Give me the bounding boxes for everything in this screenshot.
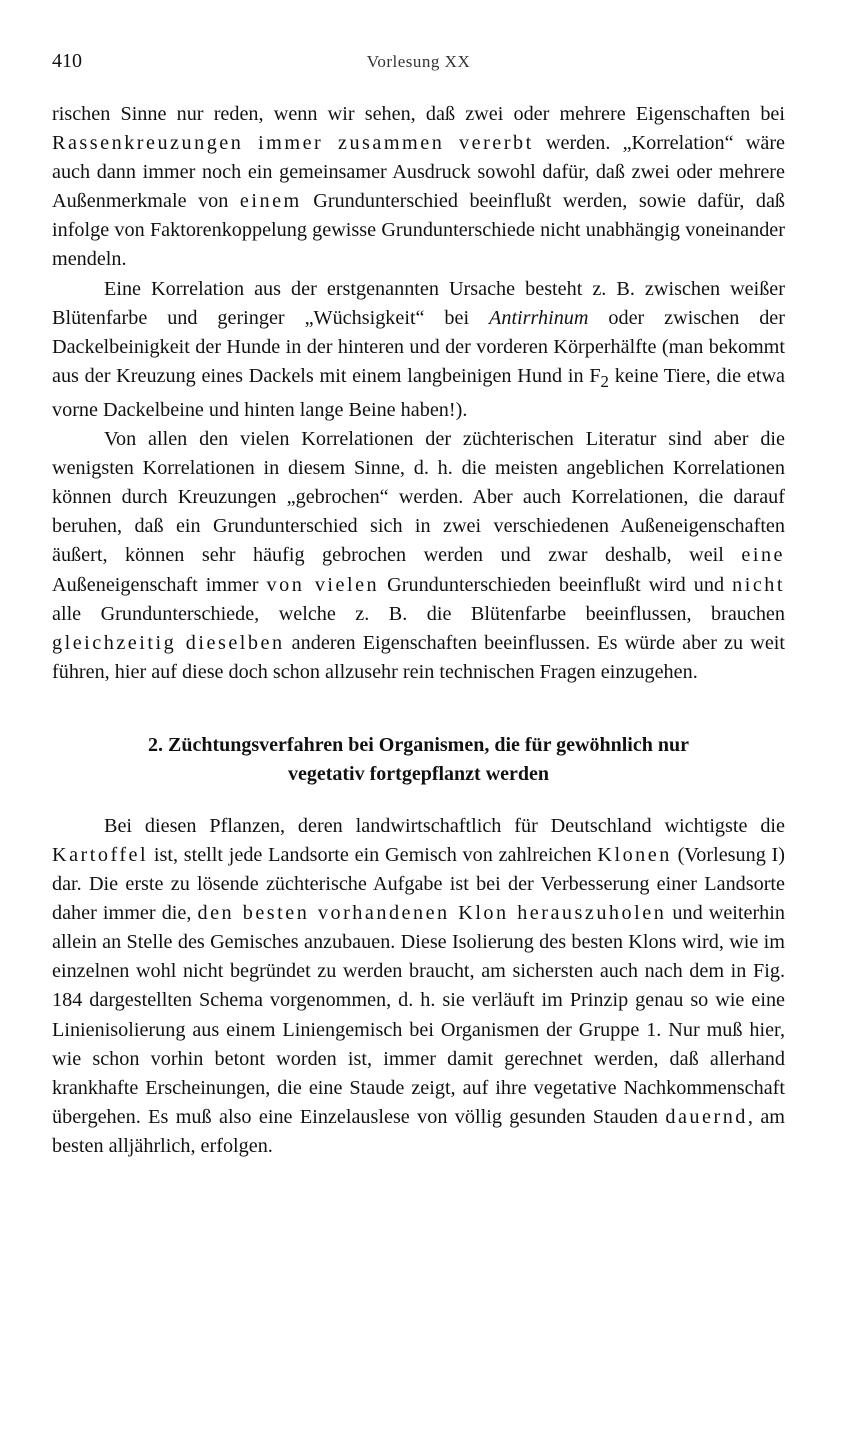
running-head: Vorlesung XX [366,52,471,71]
page-number: 410 [52,50,82,72]
emphasis-text: gleichzeitig dieselben [52,631,285,654]
emphasis-text: Rassenkreuzungen immer zusammen vererbt [52,132,534,155]
emphasis-text: von vielen [266,573,380,596]
body-text [52,100,785,1161]
paragraph-3 [52,425,785,687]
text-run: keine Tiere, die etwa vorne Dackelbeine und hinten lange Beine haben!). [52,364,785,421]
page-header [52,50,785,80]
paragraph-2 [52,275,785,426]
emphasis-text: nicht [732,573,785,596]
text-run: Von allen den vielen Korrelationen der züchterischen Literatur sind aber die wenigsten Korrelationen in diesem Sinne, d. h. die meisten angeblichen Korrelationen können durch Kreuzungen „gebrochen“ werden. Aber auch Korrelationen, die darauf beruhen, daß ein Grundunterschied sich in zwei verschiedenen Außeneigenschaften äußert, können sehr häufig gebrochen werden und zwar deshalb, weil [52,428,785,567]
text-run: werden. „Korrelation“ wäre auch dann immer noch ein gemeinsamer Ausdruck sowohl dafür, daß zwei oder mehrere Außenmerkmale von [52,132,786,213]
text-run: Grundunterschieden beeinflußt wird und [379,573,733,596]
text-run: , am besten alljährlich, erfolgen. [52,1105,785,1157]
text-run: Bei diesen Pflanzen, deren landwirtschaftlich für Deutschland wichtigste die [104,814,785,837]
section-heading-line: 2. Züchtungsverfahren bei Organismen, die für gewöhnlich nur [148,733,689,756]
text-run: Grundunterschied beeinflußt werden, sowie dafür, daß infolge von Faktorenkoppelung gewisse Grundunterschiede nicht unabhängig voneinander mendeln. [52,190,786,271]
text-run: anderen Eigenschaften beeinflussen. Es würde aber zu weit führen, hier auf diese doch schon allzusehr rein technischen Fragen einzugehen. [52,631,785,683]
paragraph-4 [52,812,785,1161]
text-run: Außeneigenschaft immer [52,573,267,596]
text-run: (Vorlesung I) dar. Die erste zu lösende züchterische Aufgabe ist bei der Verbesserung einer Landsorte daher immer die, [52,844,785,925]
text-run: Eine Korrelation aus der erstgenannten Ursache besteht z. B. zwischen weißer Blütenfarbe und geringer „Wüchsigkeit“ bei [52,277,785,329]
paragraph-1 [52,100,785,275]
emphasis-text: Kartoffel [52,844,149,866]
italic-genus-name: Antirrhinum [489,306,589,329]
text-run: und weiterhin allein an Stelle des Gemisches anzubauen. Diese Isolierung des besten Klons wird, wie im einzelnen wohl nicht begründet zu werden braucht, am sichersten auch nach dem in Fig. 184 dargestellten Schema vorgenommen, d. h. sie verläuft im Prinzip genau so wie eine Linienisolierung aus einem Liniengemisch bei Organismen der Gruppe 1. Nur muß hier, wie schon vorhin betont worden ist, immer damit gerechnet werden, daß allerhand krankhafte Erscheinungen, die eine Staude zeigt, auf ihre vegetative Nachkommenschaft übergehen. Es muß also eine Einzelauslese von völlig gesunden Stauden [52,902,785,1128]
subscript: 2 [600,371,609,391]
emphasis-text: eine [741,544,785,567]
emphasis-text: den besten vorhandenen Klon herauszuholen [197,902,667,925]
emphasis-text: dauernd [665,1105,748,1128]
text-run: ist, stellt jede Landsorte ein Gemisch von zahlreichen [148,844,598,866]
text-run: alle Grundunterschiede, welche z. B. die Blütenfarbe beeinflussen, brauchen [52,602,785,625]
text-run: oder zwischen der Dackelbeinigkeit der Hunde in der hinteren und der vorderen Körperhälfte (man bekommt aus der Kreuzung eines Dackels mit einem langbeinigen Hund in F [52,306,785,387]
section-heading [52,731,785,789]
emphasis-text: einem [239,190,302,213]
section-heading-line: vegetativ fortgepflanzt werden [287,762,550,785]
emphasis-text: Klonen [597,844,672,866]
text-run: rischen Sinne nur reden, wenn wir sehen, daß zwei oder mehrere Eigenschaften bei [52,103,785,125]
